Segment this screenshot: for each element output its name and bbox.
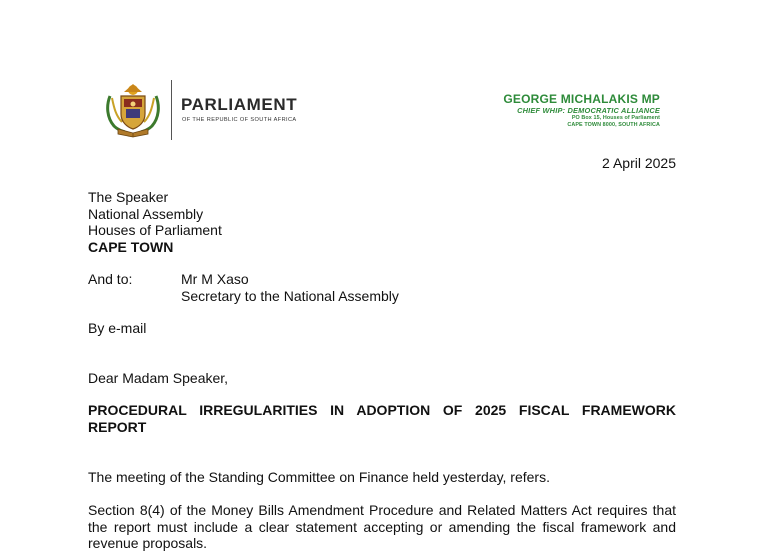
mp-letterhead (503, 93, 660, 128)
mp-role: CHIEF WHIP: DEMOCRATIC ALLIANCE (517, 106, 660, 115)
body-paragraph-1: The meeting of the Standing Committee on Finance held yesterday, refers. (88, 469, 550, 485)
parliament-name: PARLIAMENT (181, 95, 298, 114)
recipient-line: The Speaker (88, 189, 169, 205)
mp-address-line-2: CAPE TOWN 8000, SOUTH AFRICA (567, 121, 660, 128)
salutation: Dear Madam Speaker, (88, 370, 229, 386)
and-to-recipient (181, 271, 399, 304)
recipient-line: Houses of Parliament (88, 222, 222, 238)
body-paragraph-2 (88, 502, 676, 552)
delivery-method: By e-mail (88, 320, 147, 336)
subject-line: PROCEDURAL IRREGULARITIES IN ADOPTION OF 2025 FISCAL FRAMEWORK (88, 402, 676, 418)
recipient-address (88, 189, 222, 255)
and-to-line: Secretary to the National Assembly (181, 287, 399, 304)
and-to-label: And to: (88, 271, 133, 287)
subject-line: REPORT (88, 418, 147, 435)
paragraph-line: the report must include a clear statement accepting or amending the fiscal framework and (88, 518, 676, 535)
letter-date: 2 April 2025 (602, 155, 676, 171)
letter-subject (88, 402, 676, 435)
mp-name: GEORGE MICHALAKIS MP (503, 92, 660, 106)
letterhead-divider (171, 80, 172, 140)
recipient-line: National Assembly (88, 205, 204, 222)
paragraph-line: Section 8(4) of the Money Bills Amendment Procedure and Related Matters Act requires that (88, 502, 676, 518)
mp-address-line-1: PO Box 15, Houses of Parliament (571, 115, 660, 121)
paragraph-line: revenue proposals. (88, 535, 208, 551)
recipient-city: CAPE TOWN (88, 238, 174, 255)
and-to-line: Mr M Xaso (181, 271, 249, 287)
parliament-subtitle: OF THE REPUBLIC OF SOUTH AFRICA (182, 117, 297, 123)
parliament-crest-icon (104, 82, 162, 138)
